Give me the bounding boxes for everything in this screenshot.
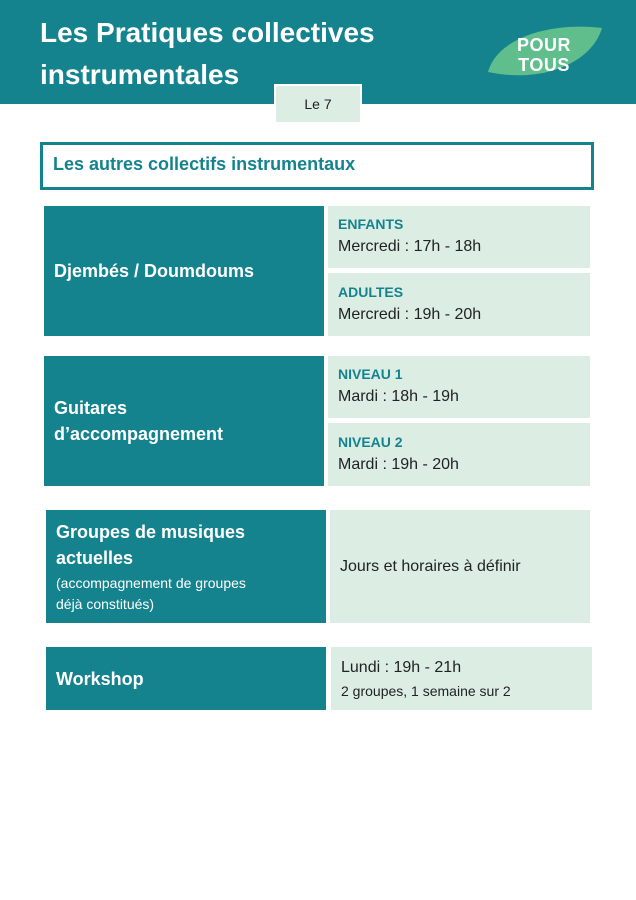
slot-time: Mardi : 18h - 19h bbox=[338, 388, 459, 405]
header-banner bbox=[0, 0, 636, 112]
slot-guitares-niveau-2 bbox=[328, 423, 590, 486]
pour-tous-logo bbox=[484, 24, 604, 84]
schedule-text: Jours et horaires à définir bbox=[340, 557, 521, 575]
slot-time: Mardi : 19h - 20h bbox=[338, 455, 459, 473]
slot-guitares-niveau-1 bbox=[328, 356, 590, 418]
schedule-workshop bbox=[331, 647, 592, 710]
schedule-time: Lundi : 19h - 21h bbox=[341, 658, 462, 676]
activity-groupes bbox=[46, 510, 326, 623]
activity-name: Guitares d’accompagnement bbox=[54, 398, 224, 444]
activity-name: Djembés / Doumdoums bbox=[54, 261, 255, 281]
slot-time: Mercredi : 17h - 18h bbox=[338, 238, 482, 255]
activity-name: Groupes de musiques actuelles bbox=[56, 521, 246, 568]
activity-name: Workshop bbox=[56, 668, 144, 689]
slot-label: ADULTES bbox=[338, 283, 404, 300]
schedule-groupes bbox=[330, 510, 590, 623]
slot-label: ENFANTS bbox=[338, 216, 404, 232]
page-title: Les Pratiques collectives instrumentales bbox=[40, 17, 375, 90]
activity-workshop bbox=[46, 647, 326, 710]
activity-guitares bbox=[44, 356, 324, 486]
page-badge: Le 7 bbox=[274, 84, 362, 124]
activity-note: (accompagnement de groupes déjà constitués) bbox=[56, 574, 246, 612]
slot-djembes-adultes bbox=[328, 273, 590, 336]
slot-djembes-enfants bbox=[328, 206, 590, 268]
slot-label: NIVEAU 1 bbox=[338, 366, 403, 382]
section-title: Les autres collectifs instrumentaux bbox=[40, 142, 594, 190]
schedule-note: 2 groupes, 1 semaine sur 2 bbox=[341, 682, 511, 699]
slot-time: Mercredi : 19h - 20h bbox=[338, 305, 482, 323]
slot-label: NIVEAU 2 bbox=[338, 433, 403, 450]
activity-djembes bbox=[44, 206, 324, 336]
logo-text: POUR TOUS bbox=[516, 35, 571, 75]
